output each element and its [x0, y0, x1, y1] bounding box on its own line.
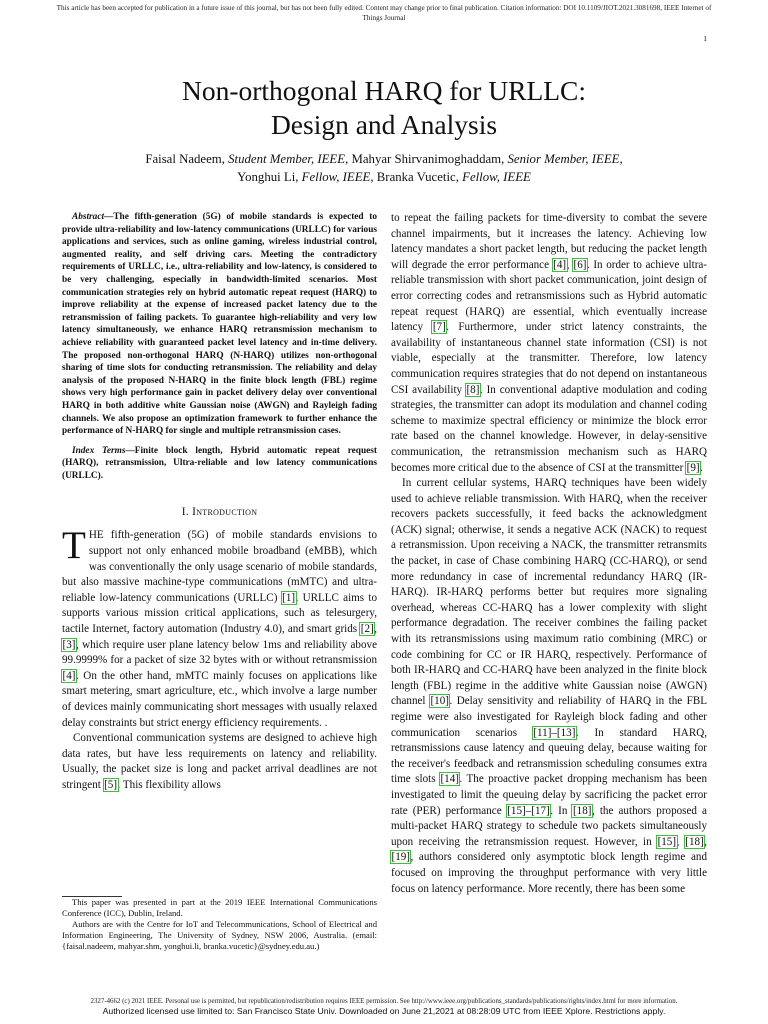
- citation-link[interactable]: [2]: [360, 623, 374, 636]
- text-run: . The proactive packet dropping mechanism has been investigated to limit the queuing delay by sacrificing the packet error rate (PER) performance: [391, 773, 707, 817]
- citation-link[interactable]: [6]: [573, 258, 587, 271]
- author-name: Faisal Nadeem,: [145, 152, 225, 166]
- author-name: Branka Vucetic,: [376, 169, 459, 184]
- citation-link[interactable]: [8]: [466, 383, 480, 396]
- text-run: . Delay sensitivity and reliability of HARQ in the FBL regime were also investigated for Rayleigh block fading and other communication scenarios: [391, 695, 707, 739]
- text-run: to repeat the failing packets for time-diversity to combat the severe channel impairments, but it increases the latency. Achieving low latency mandates a short packet length, but reducing the packet length will degrade the error performance: [391, 212, 707, 271]
- text-run: ,: [676, 835, 685, 848]
- text-run: . On the other hand, mMTC mainly focuses on applications like smart metering, smart agriculture, etc., which involve a large number of devices mainly communicating short messages with usually relaxed delay constraints but strict energy efficiency requirements. .: [62, 669, 377, 729]
- text-run: HE fifth-generation (5G) of mobile standards envisions to support not only enhanced mobile broadband (eMBB), which was conventionally the only usage scenario of mobile standards, but also massive machine-type communications (mMTC) and ultra-reliable low-latency communications (URLLC): [62, 529, 377, 604]
- text-run: . In order to achieve ultra-reliable transmission with short packet communication, joint design of error correcting codes and retransmissions such as Hybrid automatic repeat request (HARQ) are essential, which eventually increase latency: [391, 258, 708, 334]
- author-list: [0, 151, 768, 186]
- drop-cap: T: [62, 524, 86, 568]
- citation-link[interactable]: [15]: [657, 835, 677, 848]
- footnote-conference: This paper was presented in part at the 2019 IEEE International Communications Conference (ICC), Dublin, Ireland.: [62, 897, 377, 918]
- citation-link[interactable]: [4]: [553, 258, 567, 271]
- text-run: ,: [566, 258, 573, 271]
- text-run: ,: [374, 623, 377, 636]
- text-run: , which require user plane latency below 1ms and reliability above 99.9999% for a packet of size 32 bytes with or without retransmission: [62, 638, 377, 667]
- text-run: . Furthermore, under strict latency constraints, the availability of instantaneous channel state information (CSI) is not viable, especially at the transmitter. Therefore, low latency communication requires strategies that do not depend on instantaneous CSI availability: [391, 321, 707, 396]
- citation-link[interactable]: [18]: [685, 835, 704, 848]
- title-line-2: Design and Analysis: [270, 109, 498, 140]
- author-name: Mahyar Shirvanimoghaddam,: [351, 152, 505, 166]
- right-column: [391, 211, 707, 897]
- abstract-label: Abstract: [72, 212, 105, 222]
- index-terms: [62, 445, 377, 483]
- journal-notice-line1: This article has been accepted for publication in a future issue of this journal, but has not been fully edited. Content may change prior to final publication. Citation information: DOI 10.1109/JIOT.2021.3081698, IEEE Internet of: [56, 4, 712, 12]
- section-heading: [62, 506, 377, 518]
- footnote-affiliation: Authors are with the Centre for IoT and Telecommunications, School of Electrical and Information Engineering, The University of Sydney, NSW 2006, Australia. (email: {faisal.nadeem, mahyar.shm, yonghui.li, branka.vucetic}@sydney.edu.au.): [62, 918, 377, 951]
- footnotes: [62, 896, 377, 952]
- index-terms-text: —Finite block length, Hybrid automatic repeat request (HARQ), retransmission, Ultra-reliable and low latency communications (URLLC).: [62, 445, 377, 481]
- abstract: [62, 211, 377, 438]
- section-title: Introduction: [192, 506, 258, 519]
- body-paragraph-3: [391, 211, 707, 476]
- journal-notice-line2: Things Journal: [362, 14, 406, 22]
- citation-link[interactable]: [11]–[13]: [533, 726, 576, 739]
- citation-link[interactable]: [3]: [62, 638, 76, 651]
- author-affiliation: Senior Member, IEEE,: [507, 152, 623, 166]
- title-line-1: Non-orthogonal HARQ for URLLC:: [181, 75, 587, 106]
- citation-link[interactable]: [10]: [430, 695, 449, 708]
- citation-link[interactable]: [15]–[17]: [507, 804, 550, 817]
- text-run: .: [700, 461, 703, 474]
- text-run: . In standard HARQ, retransmissions cause latency and queuing delay, because waiting for the receiver's feedback and retransmission scheduling consumes extra time slots: [391, 726, 707, 786]
- author-affiliation: Student Member, IEEE,: [228, 152, 349, 166]
- text-run: In current cellular systems, HARQ techniques have been widely used to achieve reliable transmission. With HARQ, when the receiver recovers packets successfully, it feed backs the acknowledgment (ACK) signal; otherwise, it sends a negative ACK (NACK) to request a retransmission. Upon receiving a NACK, the transmitter retransmits the packet, in case of Chase combining HARQ (CC-HARQ), or send more redundancy in case of incremental redundancy HARQ (IR-HARQ). IR-HARQ performs better but requires more signaling overhead, whereas CC-HARQ has a lower complexity with slight performance degradation. The receiver combines the failing packet with its retransmissions using maximum ratio combining (MRC) or code combining for CC or IR HARQ, respectively. Performance of both IR-HARQ and CC-HARQ have been analyzed in the finite block length (FBL) regime in the additive white Gaussian noise (AWGN) channel: [391, 477, 707, 708]
- text-run: . In: [550, 804, 573, 817]
- index-terms-label: Index Terms: [72, 445, 126, 456]
- citation-link[interactable]: [7]: [432, 321, 446, 334]
- copyright-notice: 2327-4662 (c) 2021 IEEE. Personal use is permitted, but republication/redistribution requires IEEE permission. See http://www.ieee.org/publications_standards/publications/rights/index.html for more information.: [90, 998, 678, 1005]
- intro-paragraph-2: [62, 731, 377, 793]
- author-affiliation: Fellow, IEEE: [462, 169, 531, 184]
- text-run: . In conventional adaptive modulation and coding strategies, the transmitter can adopt its modulation and channel coding scheme to maximize spectral efficiency or minimize the block error rate based on the channel knowledge. However, in delay-sensitive communication, the retransmission mechanism such as HARQ becomes more critical due to the absence of CSI at the transmitter: [391, 383, 707, 474]
- left-column: [62, 211, 377, 794]
- citation-link[interactable]: [9]: [686, 461, 700, 474]
- intro-paragraph-1: [62, 524, 377, 731]
- citation-link[interactable]: [19]: [391, 851, 410, 864]
- page-number: 1: [703, 34, 707, 43]
- text-run: . This flexibility allows: [117, 778, 221, 791]
- citation-link[interactable]: [4]: [62, 669, 76, 682]
- author-affiliation: Fellow, IEEE,: [301, 169, 374, 184]
- text-run: ,: [704, 835, 708, 848]
- body-paragraph-4: [391, 476, 707, 897]
- license-notice: Authorized licensed use limited to: San Francisco State Univ. Downloaded on June 21,2021 at 08:28:09 UTC from IEEE Xplore. Restrictions apply.: [102, 1006, 666, 1016]
- citation-link[interactable]: [1]: [282, 591, 296, 604]
- paper-title: [0, 74, 768, 142]
- text-run: . URLLC aims to supports various mission critical applications, such as telesurgery, tactile Internet, factory automation (Industry 4.0), and smart grids: [62, 591, 377, 636]
- text-run: Conventional communication systems are designed to achieve high data rates, but have less requirements on latency and reliability. Usually, the packet size is long and packet arrival deadlines are not stringent: [62, 732, 377, 791]
- journal-notice: [0, 3, 768, 23]
- citation-link[interactable]: [18]: [572, 804, 592, 817]
- text-run: , the authors proposed a multi-packet HARQ strategy to schedule two packets simultaneously upon receiving the retransmission request. However, in: [391, 804, 707, 848]
- text-run: , authors considered only asymptotic block length regime and focused on improving the throughput performance with very little focus on latency performance. More recently, there has been some: [391, 851, 707, 895]
- section-number: I.: [181, 506, 193, 519]
- abstract-text: —The fifth-generation (5G) of mobile standards is expected to provide ultra-reliability and low-latency communications (URLLC) for various applications and services, such as online gaming, wireless industrial control, augmented reality, and self driving cars. Meeting the contradictory requirements of URLLC, i.e., ultra-reliability and low-latency, is considered to be very challenging, especially in bandwidth-limited scenarios. Most communication strategies rely on hybrid automatic repeat request (HARQ) to improve reliability at the expense of increased packet latency due to the retransmission of failing packets. To guarantee high-reliability and very low latency simultaneously, we enhance HARQ retransmission mechanism to achieve reliability with guaranteed packet level latency and in-time delivery. The proposed non-orthogonal HARQ (N-HARQ) utilizes non-orthogonal sharing of time slots for conducting retransmission. The reliability and delay analysis of the proposed N-HARQ in the finite block length (FBL) regime shows very high performance gain in packet delivery delay over conventional HARQ in both additive white Gaussian noise (AWGN) and Rayleigh fading channels. We also propose an optimization framework to further enhance the performance of N-HARQ for single and multiple retransmission cases.: [62, 212, 377, 437]
- citation-link[interactable]: [14]: [440, 773, 459, 786]
- citation-link[interactable]: [5]: [104, 778, 118, 791]
- author-name: Yonghui Li,: [237, 169, 299, 184]
